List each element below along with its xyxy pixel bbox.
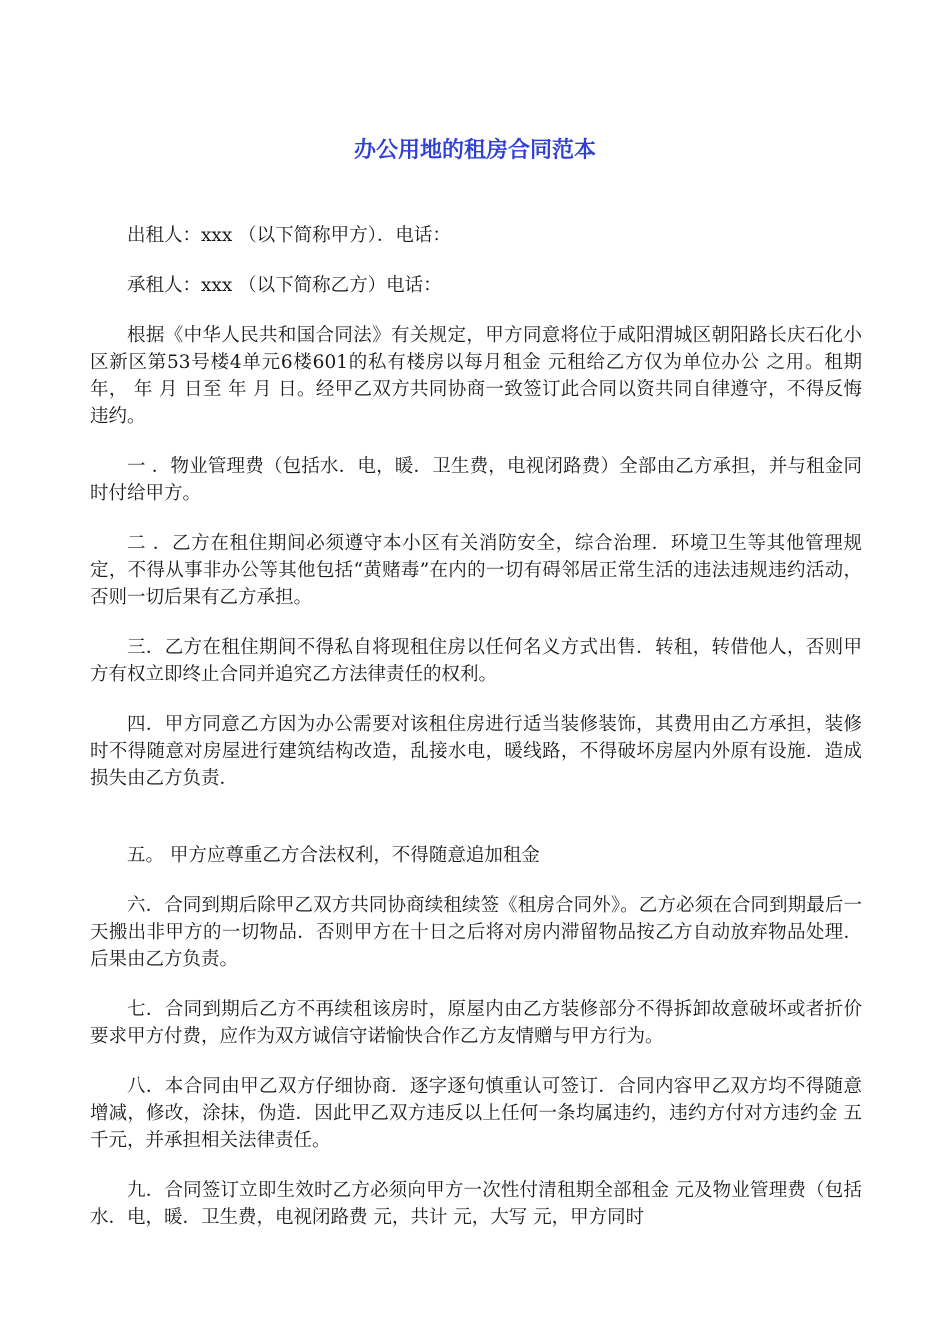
document-title: 办公用地的租房合同范本 bbox=[353, 138, 596, 163]
paragraph-clause-8: 八．本合同由甲乙双方仔细协商．逐字逐句慎重认可签订．合同内容甲乙双方均不得随意增减，修改，涂抹，伪造．因此甲乙双方违反以上任何一条均属违约，违约方付对方违约金 五千元，并承担相关法律责任。 bbox=[90, 1076, 862, 1151]
paragraph-lessee: 承租人：xxx （以下简称乙方）电话： bbox=[127, 275, 442, 296]
paragraph-clause-9: 九．合同签订立即生效时乙方必须向甲方一次性付清租期全部租金 元及物业管理费（包括水．电，暖．卫生费，电视闭路费 元，共计 元，大写 元，甲方同时 bbox=[90, 1180, 862, 1228]
paragraph-clause-2: 二 ．乙方在租住期间必须遵守本小区有关消防安全，综合治理．环境卫生等其他管理规定，不得从事非办公等其他包括“黄赌毒”在内的一切有碍邻居正常生活的违法违规违约活动，否则一切后果有乙方承担。 bbox=[90, 533, 862, 608]
paragraph-clause-4: 四．甲方同意乙方因为办公需要对该租住房进行适当装修装饰，其费用由乙方承担，装修时不得随意对房屋进行建筑结构改造，乱接水电，暖线路，不得破坏房屋内外原有设施．造成损失由乙方负责． bbox=[90, 714, 862, 789]
paragraph-clause-5: 五。 甲方应尊重乙方合法权利，不得随意追加租金 bbox=[127, 845, 540, 866]
paragraph-clause-6: 六．合同到期后除甲乙双方共同协商续租续签《租房合同外》。乙方必须在合同到期最后一天搬出非甲方的一切物品．否则甲方在十日之后将对房内滞留物品按乙方自动放弃物品处理．后果由乙方负责。 bbox=[90, 895, 862, 970]
paragraph-clause-7: 七．合同到期后乙方不再续租该房时，原屋内由乙方装修部分不得拆卸故意破坏或者折价要求甲方付费，应作为双方诚信守诺愉快合作乙方友情赠与甲方行为。 bbox=[90, 999, 862, 1047]
paragraph-clause-1: 一 ．物业管理费（包括水．电，暖．卫生费，电视闭路费）全部由乙方承担，并与租金同时付给甲方。 bbox=[90, 456, 862, 504]
paragraph-lessor: 出租人：xxx （以下简称甲方）．电话： bbox=[127, 225, 451, 246]
paragraph-preamble: 根据《中华人民共和国合同法》有关规定，甲方同意将位于咸阳渭城区朝阳路长庆石化小区新区第53号楼4单元6楼601的私有楼房以每月租金 元租给乙方仅为单位办公 之用。租期 年， 年 月 日至 年 月 日。经甲乙双方共同协商一致签订此合同以资共同自律遵守，不得反悔违约。 bbox=[90, 325, 863, 427]
paragraph-clause-3: 三．乙方在租住期间不得私自将现租住房以任何名义方式出售．转租，转借他人，否则甲方有权立即终止合同并追究乙方法律责任的权利。 bbox=[90, 637, 862, 685]
document-body bbox=[90, 222, 862, 1254]
